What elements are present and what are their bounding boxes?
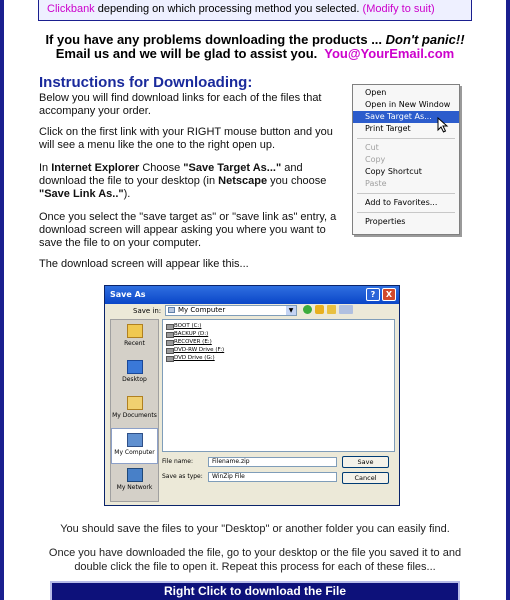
file-name-label: File name: xyxy=(162,458,193,465)
instructions-p4: Once you select the "save target as" or "save link as" entry, a download screen will appear asking you where you want to save the file to on your computer. xyxy=(39,211,337,249)
dialog-title: Save As xyxy=(110,290,146,299)
menu-item-open-new-window[interactable]: Open in New Window xyxy=(365,100,451,109)
instructions-p1: Below you will find download links for each of the files that accompany your order. xyxy=(39,92,322,117)
instructions-p3: In Internet Explorer Choose "Save Target As..." and download the file to your desktop (in Netscape you choose "Save Link As.."). xyxy=(39,162,327,200)
save-in-select[interactable]: My Computer ▼ xyxy=(165,305,297,316)
page-frame-left xyxy=(0,0,4,600)
menu-item-add-favorites[interactable]: Add to Favorites... xyxy=(365,198,438,207)
new-folder-icon[interactable] xyxy=(327,305,336,314)
desktop-icon xyxy=(127,360,143,374)
network-icon xyxy=(127,468,143,482)
instructions-p5: The download screen will appear like this... xyxy=(39,258,249,270)
menu-item-copy-shortcut[interactable]: Copy Shortcut xyxy=(365,167,422,176)
place-my-documents[interactable]: My Documents xyxy=(111,392,158,428)
download-bar[interactable]: Right Click to download the File xyxy=(50,581,460,600)
instructions-p2: Click on the first link with your RIGHT mouse button and you will see a menu like the one to the right open up. xyxy=(39,126,333,151)
place-desktop[interactable]: Desktop xyxy=(111,356,158,392)
menu-separator xyxy=(357,212,455,213)
menu-item-paste: Paste xyxy=(365,179,387,188)
dont-panic: Don't panic!! xyxy=(385,32,465,47)
instructions-heading: Instructions for Downloading: xyxy=(39,74,253,91)
menu-item-save-target-as[interactable]: Save Target As... xyxy=(353,111,459,123)
save-in-label: Save in: xyxy=(133,307,162,315)
save-as-dialog xyxy=(104,285,400,506)
problems-line2: Email us and we will be glad to assist you. xyxy=(55,46,318,61)
save-as-type-label: Save as type: xyxy=(162,473,203,480)
file-list[interactable] xyxy=(162,319,395,452)
place-my-network[interactable]: My Network xyxy=(111,464,158,500)
cancel-button[interactable]: Cancel xyxy=(342,472,389,484)
drive-c[interactable]: BOOT (C:) xyxy=(166,323,201,330)
menu-item-properties[interactable]: Properties xyxy=(365,217,406,226)
views-menu-icon[interactable] xyxy=(339,305,353,314)
place-recent[interactable]: Recent xyxy=(111,320,158,356)
page-frame-right xyxy=(506,0,510,600)
menu-item-copy: Copy xyxy=(365,155,386,164)
recent-icon xyxy=(127,324,143,338)
save-tip: You should save the files to your "Desktop" or another folder you can easily find. xyxy=(60,523,450,535)
dialog-titlebar[interactable] xyxy=(105,286,399,304)
support-email-link[interactable]: You@YourEmail.com xyxy=(324,46,455,61)
problems-notice xyxy=(0,33,510,61)
menu-separator xyxy=(357,193,455,194)
file-name-field[interactable]: Filename.zip xyxy=(208,457,337,467)
payment-notice-text: depending on which processing method you selected. xyxy=(94,3,363,15)
help-button[interactable]: ? xyxy=(366,288,380,301)
drive-f[interactable]: DVD-RW Drive (F:) xyxy=(166,347,224,354)
back-icon[interactable] xyxy=(303,305,312,314)
problems-line1: If you have any problems downloading the products ... xyxy=(45,32,386,47)
place-my-computer[interactable]: My Computer xyxy=(111,428,158,464)
close-button[interactable]: X xyxy=(382,288,396,301)
clickbank-link[interactable]: Clickbank xyxy=(47,3,95,15)
payment-notice xyxy=(38,0,472,21)
drive-d[interactable]: BACKUP (D:) xyxy=(166,331,208,338)
save-as-type-select[interactable]: WinZip File xyxy=(208,472,337,482)
computer-icon xyxy=(127,433,143,447)
menu-item-print-target[interactable]: Print Target xyxy=(365,124,411,133)
menu-item-open[interactable]: Open xyxy=(365,88,387,97)
mouse-pointer-icon xyxy=(437,117,449,133)
computer-icon xyxy=(168,307,175,313)
menu-item-cut: Cut xyxy=(365,143,379,152)
open-instructions: Once you have downloaded the file, go to your desktop or the file you saved it to and double click the file to open it. Repeat this process for each of these files... xyxy=(48,547,462,573)
chevron-down-icon: ▼ xyxy=(286,306,296,315)
menu-separator xyxy=(357,138,455,139)
places-bar xyxy=(110,319,159,502)
save-button[interactable]: Save xyxy=(342,456,389,468)
up-folder-icon[interactable] xyxy=(315,305,324,314)
drive-e[interactable]: RECOVER (E:) xyxy=(166,339,212,346)
modify-note: (Modify to suit) xyxy=(362,3,435,15)
drive-g[interactable]: DVD Drive (G:) xyxy=(166,355,215,362)
documents-icon xyxy=(127,396,143,410)
context-menu xyxy=(352,84,460,235)
